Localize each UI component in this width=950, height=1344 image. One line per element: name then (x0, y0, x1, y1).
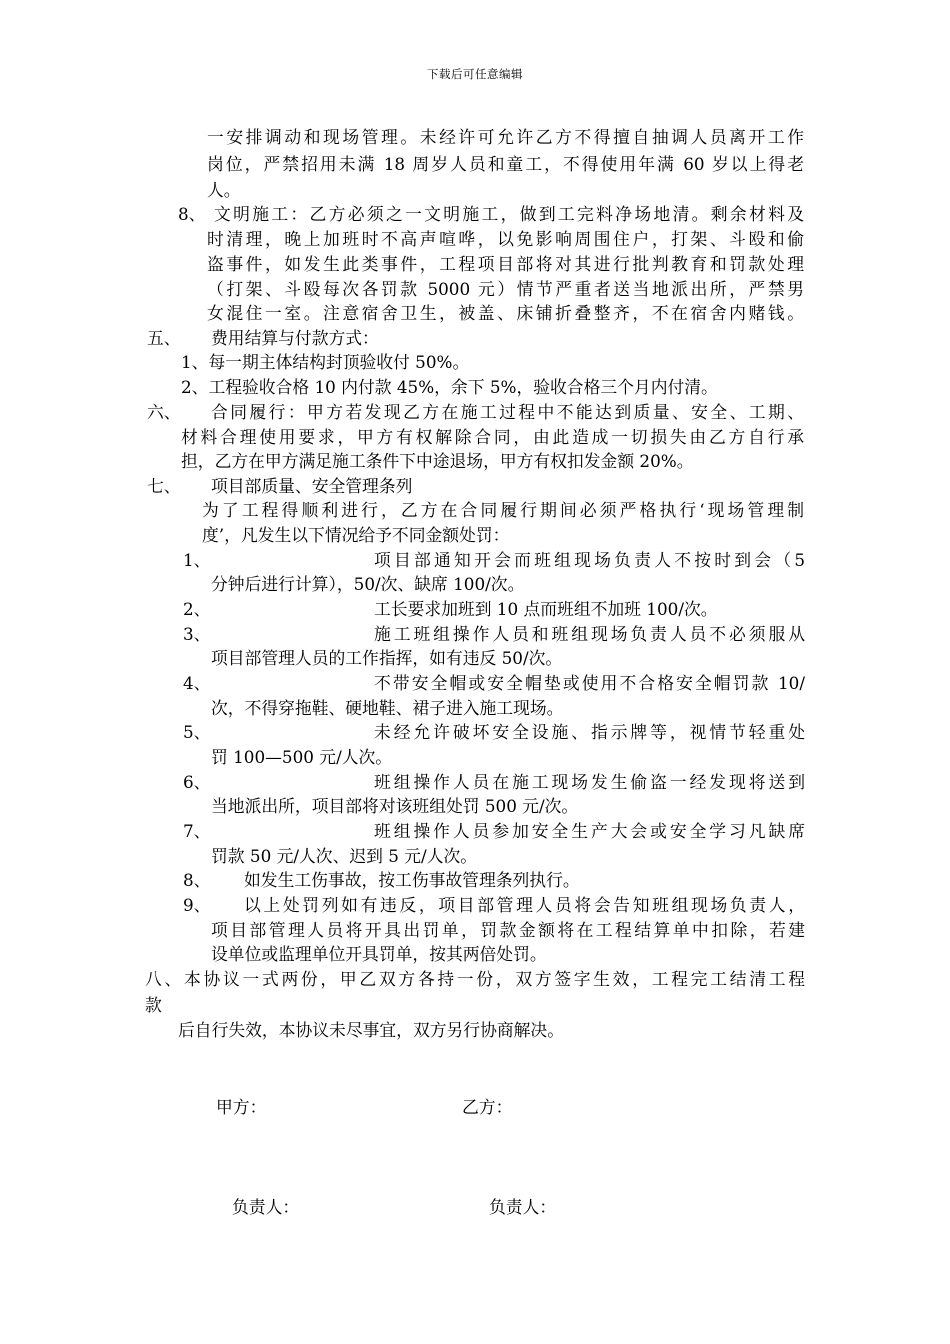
text-line: 如发生工伤事故，按工伤事故管理条列执行。 (244, 870, 580, 890)
item-number: 9、 (183, 895, 211, 915)
text-line: 项目部管理人员将开具出罚单，罚款金额将在工程结算单中扣除，若建 (211, 920, 805, 940)
text-line: 时清理，晚上加班时不高声喧哗，以免影响周围住户，打架、斗殴和偷 (207, 229, 804, 249)
text-line: 盗事件，如发生此类事件，工程项目部将对其进行批判教育和罚款处理 (207, 254, 804, 274)
text-line: 班组操作人员在施工现场发生偷盗一经发现将送到 (374, 772, 805, 792)
text-line: 工长要求加班到 10 点而班组不加班 100/次。 (374, 599, 718, 619)
text-line: 2、工程验收合格 10 内付款 45%，余下 5%，验收合格三个月内付清。 (181, 377, 718, 397)
party-b-rep-label: 负责人： (489, 1197, 557, 1217)
section-heading: 项目部质量、安全管理条列 (211, 476, 413, 496)
text-line: 款 (145, 995, 162, 1015)
section-number: 六、 (147, 402, 181, 422)
text-line: 材料合理使用要求，甲方有权解除合同，由此造成一切损失由乙方自行承 (181, 427, 804, 447)
text-line: 1、每一期主体结构封顶验收付 50%。 (181, 352, 470, 372)
text-line: 次，不得穿拖鞋、硬地鞋、裙子进入施工现场。 (211, 698, 564, 718)
party-a-label: 甲方： (216, 1097, 267, 1117)
page-header: 下载后可任意编辑 (427, 67, 523, 81)
item-number: 8、 (178, 204, 206, 224)
text-line: 设单位或监理单位开具罚单，按其两倍处罚。 (211, 944, 547, 964)
text-line: 班组操作人员参加安全生产大会或安全学习凡缺席 (374, 821, 805, 841)
text-line: 人。 (207, 180, 241, 200)
item-number: 8、 (183, 870, 211, 890)
text-line: 项目部通知开会而班组现场负责人不按时到会（5 (374, 550, 805, 570)
text-line: 以上处罚列如有违反，项目部管理人员将会告知班组现场负责人， (244, 895, 805, 915)
item-number: 2、 (183, 599, 211, 619)
section-heading: 合同履行：甲方若发现乙方在施工过程中不能达到质量、安全、工期、 (211, 402, 804, 422)
text-line: 罚款 50 元/人次、迟到 5 元/人次。 (211, 846, 478, 866)
text-line: 担，乙方在甲方满足施工条件下中途退场，甲方有权扣发金额 20%。 (181, 451, 694, 471)
item-number: 6、 (183, 772, 211, 792)
text-line: 当地派出所，项目部将对该班组处罚 500 元/次。 (211, 796, 579, 816)
text-line: 项目部管理人员的工作指挥，如有违反 50/次。 (211, 648, 563, 668)
section-heading: 八、本协议一式两份，甲乙双方各持一份，双方签字生效，工程完工结清工程 (145, 969, 805, 989)
section-heading: 费用结算与付款方式： (211, 328, 379, 348)
party-b-label: 乙方： (462, 1097, 513, 1117)
text-line: 后自行失效，本协议未尽事宜，双方另行协商解决。 (178, 1020, 564, 1040)
text-line: 度’，凡发生以下情况给予不同金额处罚： (202, 525, 510, 545)
item-number: 3、 (183, 624, 211, 644)
item-number: 7、 (183, 821, 211, 841)
text-line: （打架、斗殴每次各罚款 5000 元）情节严重者送当地派出所，严禁男 (207, 279, 804, 299)
text-line: 一安排调动和现场管理。未经许可允许乙方不得擅自抽调人员离开工作 (207, 127, 804, 147)
text-line: 岗位，严禁招用未满 18 周岁人员和童工，不得使用年满 60 岁以上得老 (207, 154, 804, 174)
party-a-rep-label: 负责人： (232, 1197, 300, 1217)
item-number: 5、 (183, 722, 211, 742)
section-number: 五、 (147, 328, 181, 348)
text-line: 为了工程得顺利进行，乙方在合同履行期间必须严格执行‘现场管理制 (202, 500, 804, 520)
item-number: 1、 (183, 550, 211, 570)
section-number: 七、 (147, 476, 181, 496)
text-line: 文明施工：乙方必须之一文明施工，做到工完料净场地清。剩余材料及 (214, 204, 804, 224)
text-line: 不带安全帽或安全帽垫或使用不合格安全帽罚款 10/ (374, 673, 805, 693)
text-line: 施工班组操作人员和班组现场负责人员不必须服从 (374, 624, 805, 644)
text-line: 分钟后进行计算），50/次、缺席 100/次。 (211, 574, 525, 594)
item-number: 4、 (183, 673, 211, 693)
text-line: 未经允许破坏安全设施、指示牌等，视情节轻重处 (374, 722, 805, 742)
text-line: 罚 100—500 元/人次。 (211, 747, 393, 767)
text-line: 女混住一室。注意宿舍卫生，被盖、床铺折叠整齐，不在宿舍内赌钱。 (207, 303, 804, 323)
